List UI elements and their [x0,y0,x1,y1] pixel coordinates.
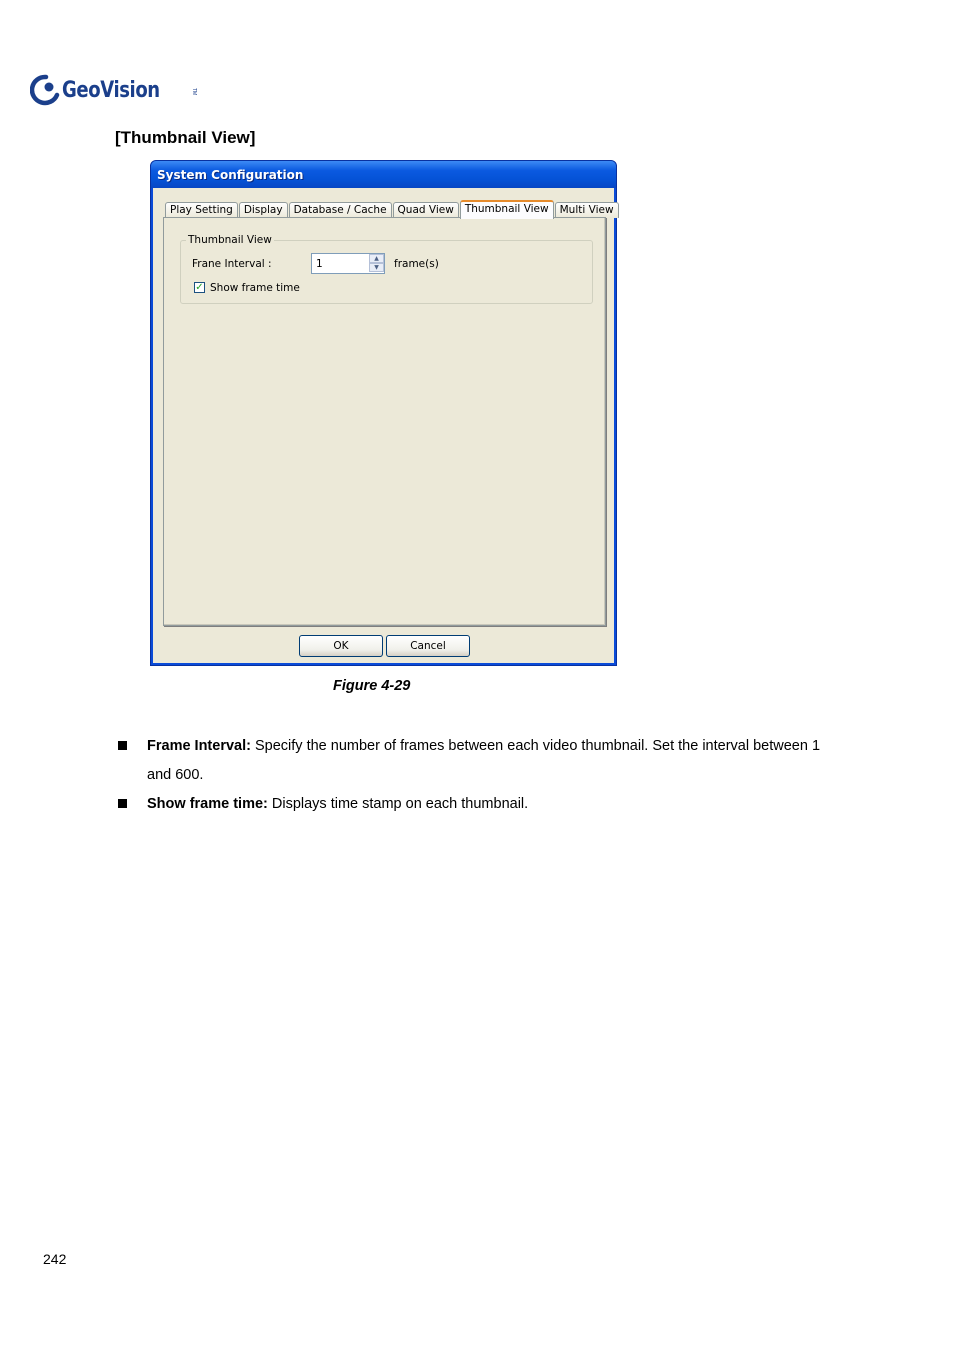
frame-interval-input[interactable] [312,254,372,273]
thumbnail-view-groupbox [180,234,593,304]
bullet-term: Show frame time: [147,796,268,812]
brand-tm: TM [191,88,197,96]
spin-up-button[interactable] [369,254,384,263]
tab-play-setting[interactable]: Play Setting [165,202,238,218]
dialog-titlebar[interactable] [151,161,616,188]
frame-unit-label: frame(s) [394,258,439,270]
bullet-square-icon [118,799,127,808]
show-frame-time-checkbox[interactable] [194,282,205,293]
tab-display[interactable]: Display [239,202,288,218]
tab-multi-view[interactable]: Multi View [555,202,619,218]
frame-interval-label: Frane Interval : [192,258,272,270]
cancel-button[interactable]: Cancel [386,635,470,657]
tab-strip [165,200,620,218]
ok-button[interactable]: OK [299,635,383,657]
bullet-text: Specify the number of frames between each video thumbnail. Set the interval between 1 and 600. [147,738,821,783]
brand-name: GeoVision [62,77,160,103]
spinner-buttons [369,254,384,273]
section-heading: [Thumbnail View] [115,128,256,147]
description-list [115,732,835,819]
arrow-up-icon: ▲ [374,254,379,262]
list-item [115,790,835,819]
dialog-title: System Configuration [157,168,304,182]
arrow-down-icon: ▼ [374,263,379,271]
system-configuration-dialog [150,160,617,666]
page-number: 242 [43,1251,67,1267]
list-item [115,732,835,790]
figure-caption: Figure 4-29 [333,678,411,694]
tab-database-cache[interactable]: Database / Cache [289,202,392,218]
tab-panel-thumbnail-view [163,217,606,626]
spin-down-button[interactable] [369,263,384,272]
geovision-logo-icon [30,74,60,106]
checkmark-icon: ✓ [195,282,204,293]
bullet-square-icon [118,741,127,750]
tab-quad-view[interactable]: Quad View [393,202,459,218]
frame-interval-spinner [311,253,385,274]
geovision-logo [30,72,197,108]
tab-thumbnail-view[interactable]: Thumbnail View [460,200,554,219]
groupbox-title: Thumbnail View [188,234,272,246]
show-frame-time-label[interactable]: Show frame time [210,282,300,294]
dialog-client-area [153,188,614,663]
bullet-text: Displays time stamp on each thumbnail. [267,796,529,812]
bullet-term: Frame Interval: [147,738,251,754]
